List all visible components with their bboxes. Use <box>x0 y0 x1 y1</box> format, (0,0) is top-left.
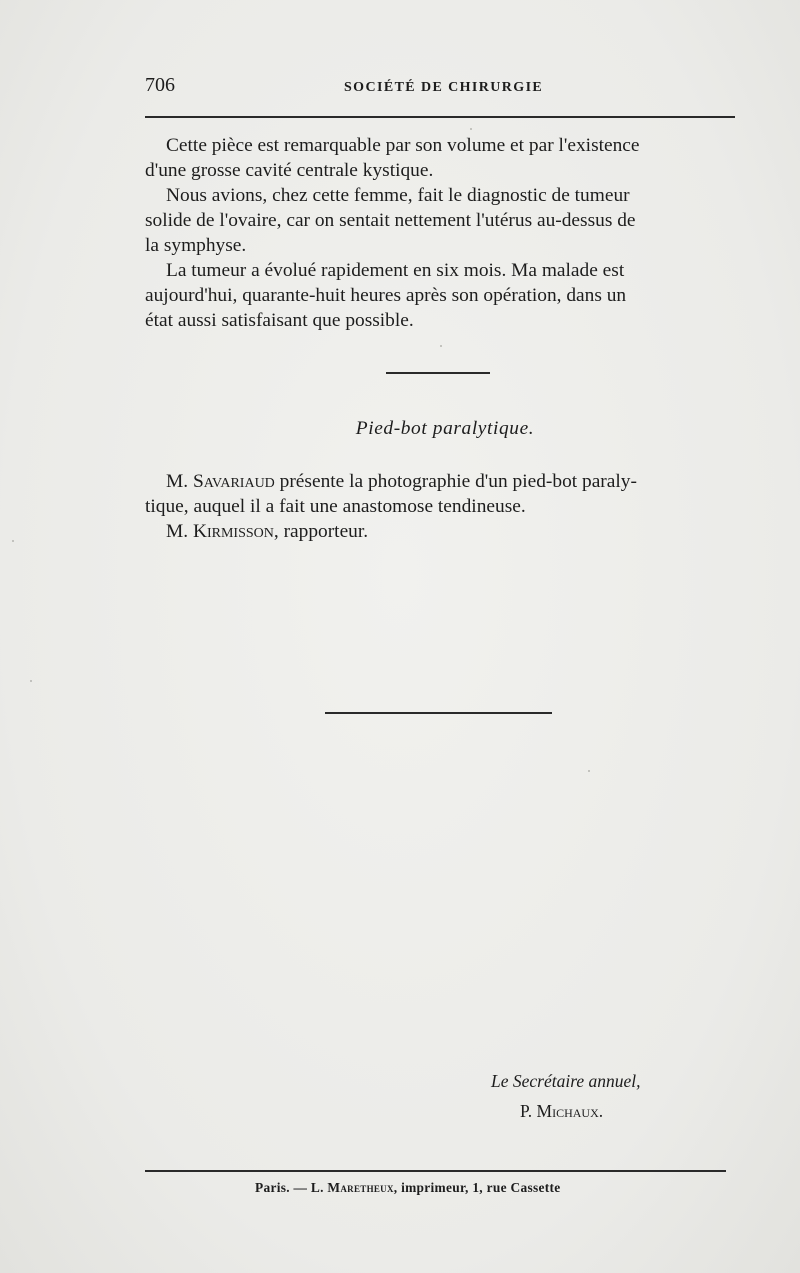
imprint-rest: , imprimeur, 1, rue Cassette <box>393 1180 561 1195</box>
text-line: présente la photographie d'un pied-bot paraly- <box>279 471 637 492</box>
text-line: Cette pièce est remarquable par son volume et par l'existence <box>166 135 640 156</box>
printer-imprint <box>255 1180 560 1196</box>
section-2-text <box>145 469 737 544</box>
printer-name: Maretheux <box>327 1180 394 1195</box>
paper-speck <box>588 770 590 772</box>
text-line: la symphyse. <box>145 235 247 256</box>
honorific: M. <box>166 521 189 542</box>
text-line: Nous avions, chez cette femme, fait le diagnostic de tumeur <box>166 185 630 206</box>
honorific: M. <box>166 471 189 492</box>
section-1-text <box>145 133 737 333</box>
paragraph-savariaud <box>145 469 737 519</box>
text-line: La tumeur a évolué rapidement en six mois. Ma malade est <box>166 260 625 281</box>
page-number: 706 <box>145 74 175 96</box>
imprint-prefix: Paris. — L. <box>255 1180 324 1195</box>
text-line: état aussi satisfaisant que possible. <box>145 310 414 331</box>
text-line: tique, auquel il a fait une anastomose tendineuse. <box>145 496 526 517</box>
paper-speck <box>30 680 32 682</box>
header-rule <box>145 116 735 118</box>
paper-speck <box>12 540 14 542</box>
paragraph-1 <box>145 133 737 183</box>
author-name: Savariaud <box>192 471 275 492</box>
text-line: solide de l'ovaire, car on sentait nettement l'utérus au-dessus de <box>145 210 636 231</box>
paragraph-2 <box>145 183 737 258</box>
signature-name: P. Michaux. <box>520 1101 604 1121</box>
text-line: d'une grosse cavité centrale kystique. <box>145 160 434 181</box>
paragraph-3 <box>145 258 737 333</box>
text-line: , rapporteur. <box>273 521 369 542</box>
text-line: aujourd'hui, quarante-huit heures après son opération, dans un <box>145 285 627 306</box>
footer-rule <box>145 1170 726 1172</box>
paragraph-kirmisson <box>145 519 737 544</box>
rapporteur-name: Kirmisson <box>192 521 274 542</box>
signature-role: Le Secrétaire annuel, <box>491 1071 641 1091</box>
paper-speck <box>470 128 472 130</box>
section-title: Pied-bot paralytique. <box>355 418 535 439</box>
running-head: SOCIÉTÉ DE CHIRURGIE <box>344 80 544 95</box>
section-divider-long <box>325 712 552 714</box>
section-divider-short <box>386 372 490 374</box>
paper-speck <box>440 345 442 347</box>
